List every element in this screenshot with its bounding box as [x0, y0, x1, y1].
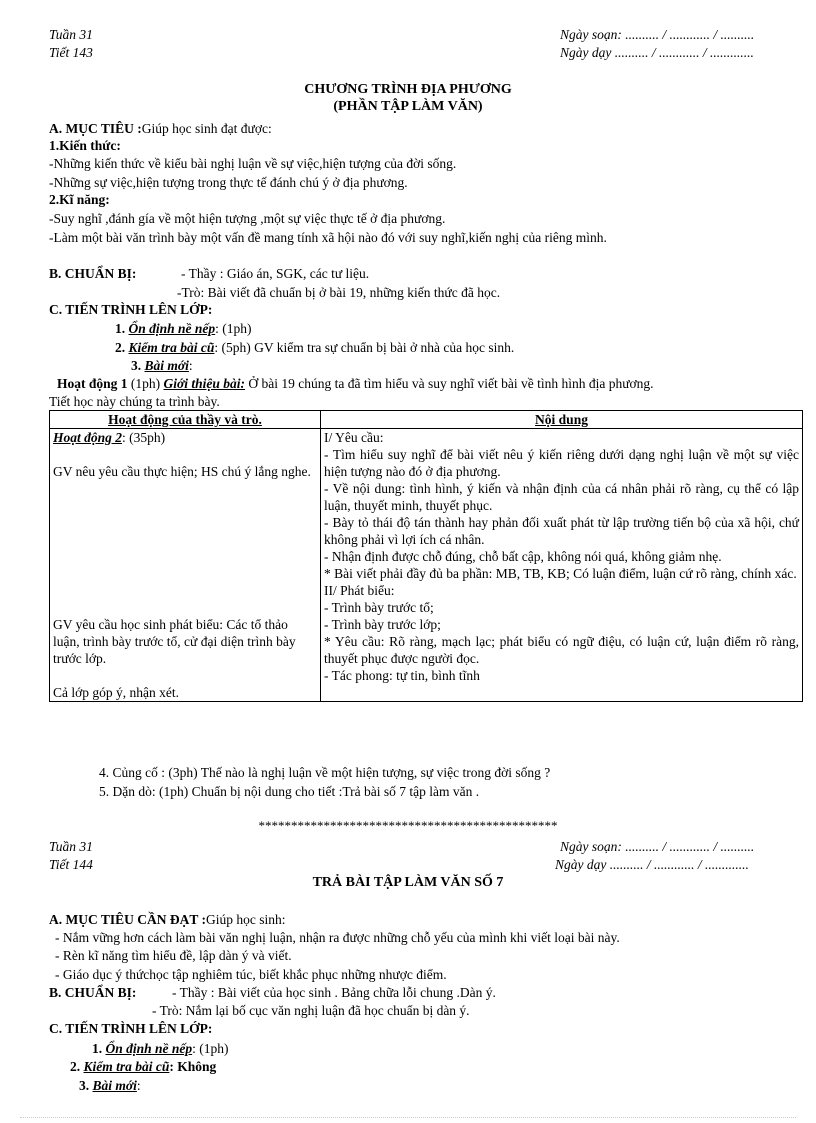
activity-table	[49, 410, 803, 702]
knowledge-item: -Những kiến thức về kiểu bài nghị luận về sự việc,hiện tượng của đời sống.	[49, 156, 457, 171]
lesson-subtitle: (PHẦN TẬP LÀM VĂN)	[333, 99, 483, 114]
step-detail: : (1ph)	[215, 321, 252, 336]
step-3	[79, 1077, 141, 1094]
prep-student: -Trò: Bài viết đã chuẩn bị ở bài 19, những kiến thức đã học.	[177, 285, 501, 300]
table-cell-content	[321, 429, 803, 702]
content-line: I/ Yêu cầu:	[324, 430, 384, 445]
content-line: * Yêu cầu: Rõ ràng, mạch lạc; phát biểu có ngữ điệu, có luận cứ, luận điểm rõ ràng, thuyết phục được người đọc.	[324, 634, 799, 666]
step-1	[115, 320, 252, 337]
knowledge-label: 1.Kiến thức:	[49, 138, 121, 153]
content-line: - Bày tỏ thái độ tán thành hay phản đối xuất phát từ lập trường tiến bộ của xã hội, chứ không phải vì lợi ích cá nhân.	[324, 515, 799, 547]
step-number: 3.	[79, 1078, 93, 1093]
step-detail: :	[136, 1078, 141, 1093]
activity-1-text2: Tiết học này chúng ta trình bày.	[49, 394, 220, 409]
lesson-title: CHƯƠNG TRÌNH ĐỊA PHƯƠNG	[304, 82, 512, 97]
content-line: - Về nội dung: tình hình, ý kiến và nhận định của cá nhân phải rõ ràng, cụ thể có lập luận, thuyết minh, thuyết phục.	[324, 481, 799, 513]
activity-label: Hoạt động 2	[53, 430, 123, 445]
table-cell-activities	[50, 429, 321, 702]
step-title: Bài mới	[144, 358, 189, 373]
skill-item: -Suy nghĩ ,đánh gía về một hiện tượng ,một sự việc thực tế ở địa phương.	[49, 211, 446, 226]
knowledge-item: -Những sự việc,hiện tượng trong thực tế đánh chú ý ở địa phương.	[49, 175, 408, 190]
section-c-label: C. TIẾN TRÌNH LÊN LỚP:	[49, 1021, 213, 1036]
step-number: 1.	[115, 321, 129, 336]
table-header-cell: Nội dung	[321, 411, 803, 429]
step-title: Ổn định nề nếp	[128, 321, 216, 336]
activity-time: (1ph)	[127, 376, 164, 391]
week-label: Tuần 31	[49, 27, 93, 42]
step-2	[70, 1058, 216, 1075]
separator: **********************************************	[258, 818, 558, 833]
step-number: 3.	[131, 358, 145, 373]
consolidation: 4. Củng cố : (3ph) Thế nào là nghị luận về một hiện tượng, sự việc trong đời sống ?	[99, 765, 551, 780]
section-a	[49, 120, 272, 137]
section-a	[49, 911, 286, 928]
content-line: - Nhận định được chỗ đúng, chỗ bất cập, không nói quá, không giảm nhẹ.	[324, 549, 722, 564]
step-detail: : Không	[169, 1059, 217, 1074]
step-2	[115, 339, 514, 356]
section-b-label: B. CHUẨN BỊ:	[49, 266, 137, 281]
prep-teacher: - Thầy : Giáo án, SGK, các tư liệu.	[181, 266, 370, 281]
content-line: - Tác phong: tự tin, bình tĩnh	[324, 668, 480, 683]
date-prepared: Ngày soạn: .......... / ............ / ..........	[560, 27, 755, 42]
activity-time: : (35ph)	[122, 430, 166, 445]
step-title: Kiểm tra bài cũ	[128, 340, 215, 355]
week-label: Tuần 31	[49, 839, 93, 854]
step-number: 2.	[70, 1059, 84, 1074]
step-number: 1.	[92, 1041, 106, 1056]
content-line: - Trình bày trước lớp;	[324, 617, 441, 632]
step-title: Kiểm tra bài cũ	[83, 1059, 170, 1074]
date-taught: Ngày dạy .......... / ............ / .............	[560, 45, 754, 60]
section-b-label: B. CHUẨN BỊ:	[49, 985, 137, 1000]
table-row	[50, 429, 803, 702]
content-line: - Tìm hiểu suy nghĩ để bài viết nêu ý kiến riêng dưới dạng nghị luận về một sự việc hiện tượng nào đó ở địa phương.	[324, 447, 799, 479]
activity-text: Ở bài 19 chúng ta đã tìm hiểu và suy nghĩ viết bài về tình hình địa phương.	[245, 376, 654, 391]
date-prepared: Ngày soạn: .......... / ............ / ..........	[560, 839, 755, 854]
section-a-text: Giúp học sinh đạt được:	[141, 121, 272, 136]
table-header-cell: Hoạt động của thầy và trò.	[50, 411, 321, 429]
date-taught: Ngày dạy .......... / ............ / .............	[555, 857, 749, 872]
activity-label: Hoạt động 1	[57, 376, 128, 391]
page-bottom-divider	[20, 1117, 796, 1118]
prep-student: - Trò: Nắm lại bố cục văn nghị luận đã học chuẩn bị dàn ý.	[152, 1003, 470, 1018]
activity-title: Giới thiệu bài:	[163, 376, 246, 391]
skill-label: 2.Kĩ năng:	[49, 192, 110, 207]
skill-item: -Làm một bài văn trình bày một vấn đề mang tính xã hội nào đó với suy nghĩ,kiến nghị của riêng mình.	[49, 230, 607, 245]
step-detail: : (1ph)	[192, 1041, 229, 1056]
content-line: * Bài viết phải đầy đủ ba phần: MB, TB, KB; Có luận điểm, luận cứ rõ ràng, chính xác.	[324, 566, 797, 581]
table-header-row	[50, 411, 803, 429]
period-label: Tiết 143	[49, 45, 93, 60]
step-title: Bài mới	[92, 1078, 137, 1093]
objective-item: - Giáo dục ý thứchọc tập nghiêm túc, biết khắc phục những nhược điểm.	[55, 967, 447, 982]
teacher-note: GV nêu yêu cầu thực hiện; HS chú ý lắng nghe.	[53, 464, 311, 479]
section-a-label: A. MỤC TIÊU :	[49, 121, 142, 136]
activity-2	[53, 429, 317, 446]
lesson-title: TRẢ BÀI TẬP LÀM VĂN SỐ 7	[312, 875, 504, 890]
step-1	[92, 1040, 229, 1057]
section-c-label: C. TIẾN TRÌNH LÊN LỚP:	[49, 302, 213, 317]
prep-teacher: - Thầy : Bài viết của học sinh . Bảng chữa lỗi chung .Dàn ý.	[172, 985, 496, 1000]
objective-item: - Nắm vững hơn cách làm bài văn nghị luận, nhận ra được những chỗ yếu của mình khi viết loại bài này.	[55, 930, 620, 945]
period-label: Tiết 144	[49, 857, 93, 872]
teacher-note: Cả lớp góp ý, nhận xét.	[53, 685, 179, 700]
objective-item: - Rèn kĩ năng tìm hiểu đề, lập dàn ý và viết.	[55, 948, 292, 963]
content-line: II/ Phát biểu:	[324, 583, 395, 598]
homework: 5. Dặn dò: (1ph) Chuẩn bị nội dung cho tiết :Trả bài số 7 tập làm văn .	[99, 784, 480, 799]
step-detail: : (5ph) GV kiểm tra sự chuẩn bị bài ở nhà của học sinh.	[214, 340, 515, 355]
step-detail: :	[188, 358, 193, 373]
content-line: - Trình bày trước tổ;	[324, 600, 434, 615]
step-3	[131, 357, 193, 374]
activity-1	[57, 375, 654, 392]
section-a-text: Giúp học sinh:	[206, 912, 286, 927]
step-number: 2.	[115, 340, 129, 355]
section-a-label: A. MỤC TIÊU CẦN ĐẠT :	[49, 912, 207, 927]
teacher-note: GV yêu cầu học sinh phát biểu: Các tổ thảo luận, trình bày trước tổ, cử đại diện trình bày trước lớp.	[53, 617, 296, 666]
step-title: Ổn định nề nếp	[105, 1041, 193, 1056]
